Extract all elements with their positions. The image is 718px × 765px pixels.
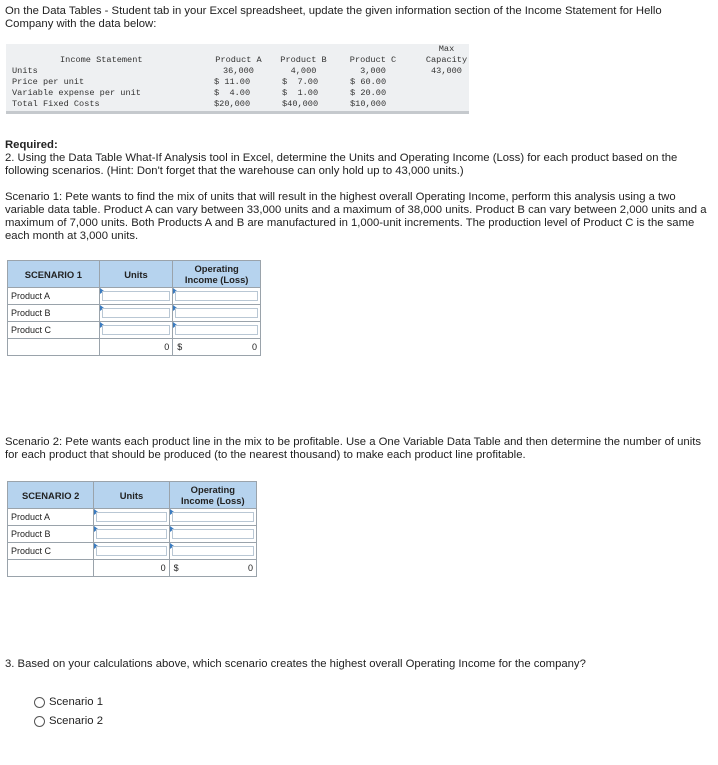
- scenario1-units-c-input[interactable]: [99, 322, 173, 339]
- scenario2-col-units: Units: [94, 482, 169, 509]
- scenario1-units-a-input[interactable]: [99, 288, 173, 305]
- fixed-a: $20,000: [214, 99, 251, 109]
- row-fixed-label: Total Fixed Costs: [12, 99, 100, 109]
- income-statement: [6, 44, 469, 114]
- income-statement-title: Income Statement: [60, 55, 143, 65]
- required-item-2: 2. Using the Data Table What-If Analysis tool in Excel, determine the Units and Operating Income (Loss) for each product based on the following scenarios. (Hint: Don't forget that the warehouse can only hold up to 43,000 units.): [5, 152, 678, 177]
- radio-icon[interactable]: [34, 716, 45, 727]
- price-b: $ 7.00: [282, 77, 319, 87]
- scenario2-total-units: 0: [94, 560, 169, 577]
- row-variable-label: Variable expense per unit: [12, 88, 141, 98]
- scenario2-income-a-input[interactable]: [169, 509, 256, 526]
- option-scenario-2[interactable]: Scenario 2: [34, 715, 103, 727]
- scenario2-total-income: $ 0: [169, 560, 256, 577]
- scenario2-income-c-input[interactable]: [169, 543, 256, 560]
- scenario1-header: SCENARIO 1: [8, 261, 100, 288]
- scenario1-col-units: Units: [99, 261, 173, 288]
- required-heading: Required:: [5, 139, 58, 151]
- col-product-b: Product B: [280, 55, 327, 65]
- scenario2-text: Scenario 2: Pete wants each product line in the mix to be profitable. Use a One Variable Data Table and then determine the number of units for each product that should be produced (to the nearest thousand) to make each product line profitable.: [5, 436, 702, 461]
- variable-b: $ 1.00: [282, 88, 319, 98]
- variable-c: $ 20.00: [350, 88, 387, 98]
- variable-a: $ 4.00: [214, 88, 251, 98]
- question-3: 3. Based on your calculations above, which scenario creates the highest overall Operating Income for the company?: [5, 658, 586, 670]
- scenario2-units-a-input[interactable]: [94, 509, 169, 526]
- scenario2-table: [7, 481, 257, 577]
- col-product-c: Product C: [349, 55, 397, 65]
- scenario1-total-units: 0: [99, 339, 173, 356]
- fixed-c: $10,000: [350, 99, 387, 109]
- scenario2-col-income: Operating Income (Loss): [169, 482, 256, 509]
- max-capacity-header: Max Capacity 43,000: [418, 44, 475, 77]
- scenario1-units-b-input[interactable]: [99, 305, 173, 322]
- scenario1-text: Scenario 1: Pete wants to find the mix of units that will result in the highest overall Operating Income, perform this analysis using a two variable data table. Product A can vary between 33,000 units and a maximum of 38,000 units. Product B can vary between 2,000 units and a maximum of 7,000 units. Both Products A and B are manufactured in 1,000-unit increments. The production level of Product C is the same each month at 3,000 units.: [5, 191, 707, 242]
- scenario1-product-b: Product B: [8, 305, 100, 322]
- scenario1-income-c-input[interactable]: [173, 322, 261, 339]
- scenario2-income-b-input[interactable]: [169, 526, 256, 543]
- scenario1-income-b-input[interactable]: [173, 305, 261, 322]
- scenario1-product-c: Product C: [8, 322, 100, 339]
- units-a: 36,000: [223, 66, 254, 76]
- max-capacity-value: 43,000: [431, 66, 462, 76]
- option-scenario-1[interactable]: Scenario 1: [34, 696, 103, 708]
- row-units-label: Units: [12, 66, 38, 76]
- scenario2-units-b-input[interactable]: [94, 526, 169, 543]
- scenario1-product-a: Product A: [8, 288, 100, 305]
- scenario2-header: SCENARIO 2: [8, 482, 94, 509]
- scenario2-product-b: Product B: [8, 526, 94, 543]
- radio-icon[interactable]: [34, 697, 45, 708]
- scenario2-units-c-input[interactable]: [94, 543, 169, 560]
- scenario1-total-income: $ 0: [173, 339, 261, 356]
- units-c: 3,000: [360, 66, 386, 76]
- price-c: $ 60.00: [350, 77, 387, 87]
- units-b: 4,000: [290, 66, 317, 76]
- scenario2-product-c: Product C: [8, 543, 94, 560]
- price-a: $ 11.00: [214, 77, 251, 87]
- scenario1-income-a-input[interactable]: [173, 288, 261, 305]
- scenario1-col-income: Operating Income (Loss): [173, 261, 261, 288]
- col-product-a: Product A: [215, 55, 262, 65]
- fixed-b: $40,000: [282, 99, 319, 109]
- scenario1-table: [7, 260, 261, 356]
- intro-text: On the Data Tables - Student tab in your Excel spreadsheet, update the given information section of the Income Statement for Hello Company with the data below:: [5, 5, 662, 30]
- row-price-label: Price per unit: [12, 77, 85, 87]
- scenario2-product-a: Product A: [8, 509, 94, 526]
